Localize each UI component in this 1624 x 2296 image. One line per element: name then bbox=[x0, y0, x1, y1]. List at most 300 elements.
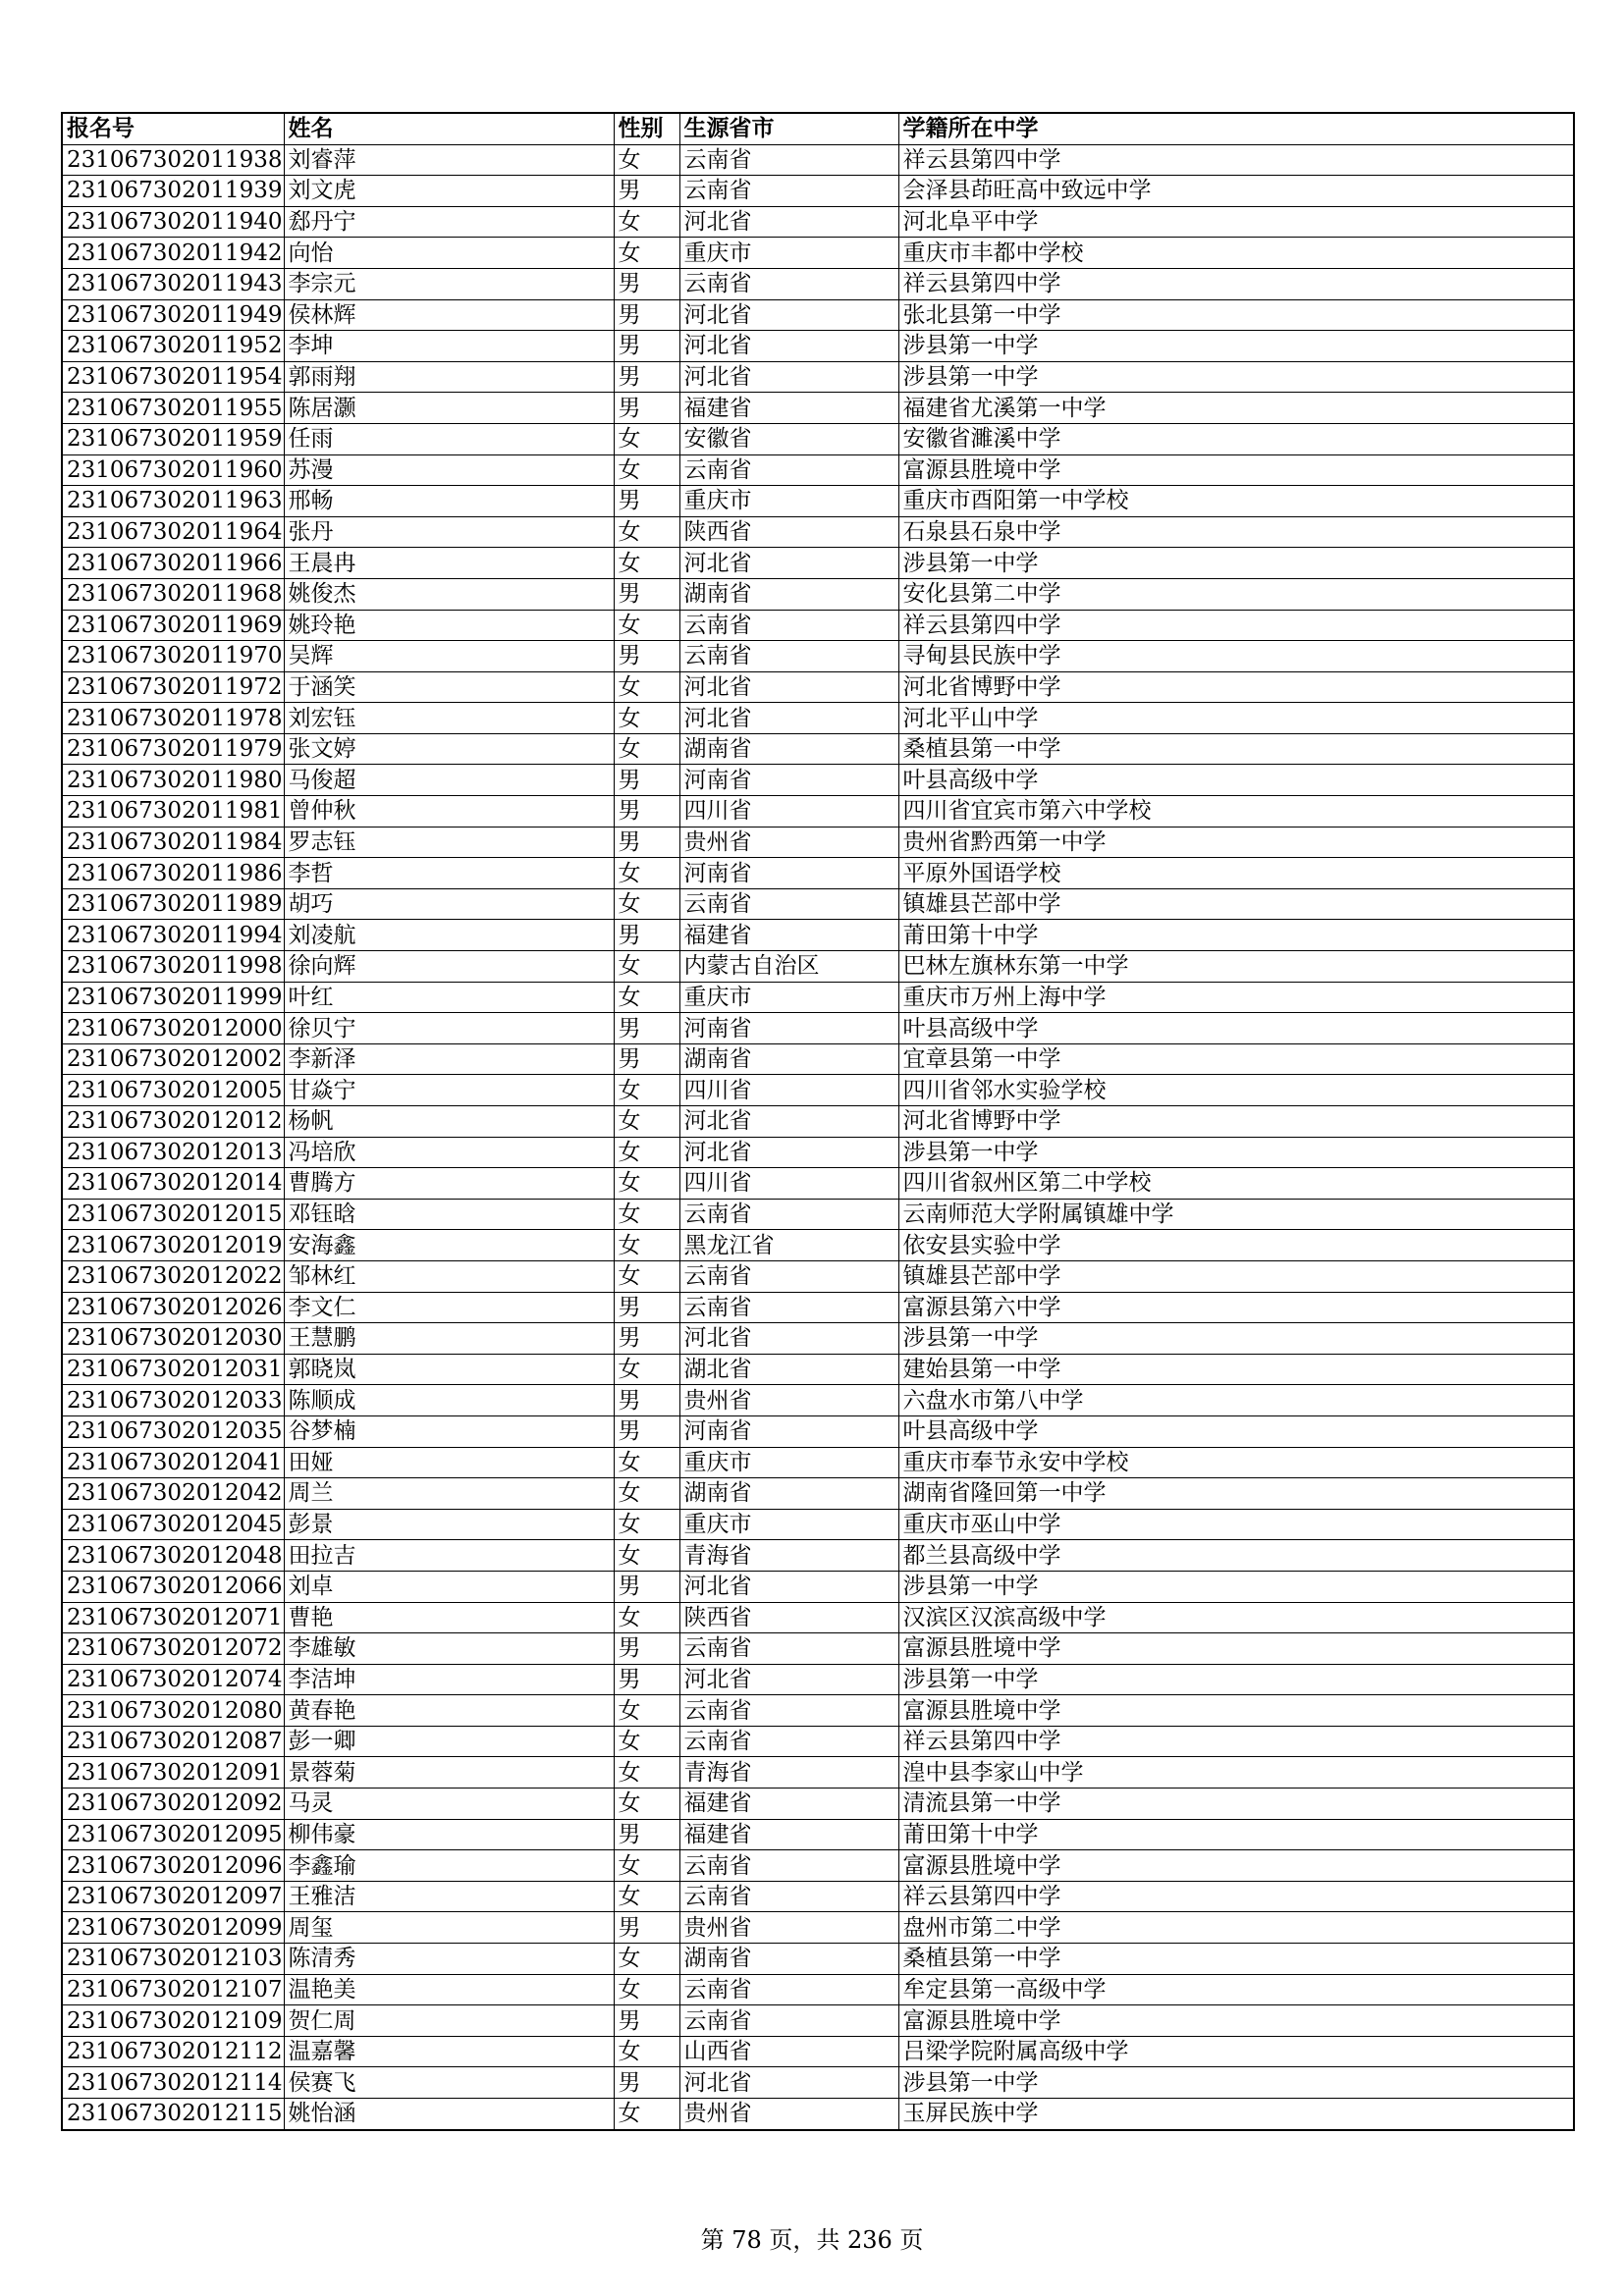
cell-name: 田娅 bbox=[284, 1447, 614, 1478]
cell-origin-province: 云南省 bbox=[679, 641, 898, 672]
cell-name: 于涵笑 bbox=[284, 671, 614, 703]
cell-registration-number: 231067302011943 bbox=[62, 268, 284, 299]
cell-school: 富源县胜境中学 bbox=[898, 1633, 1574, 1665]
cell-school: 叶县高级中学 bbox=[898, 765, 1574, 796]
cell-registration-number: 231067302012115 bbox=[62, 2099, 284, 2130]
cell-registration-number: 231067302011979 bbox=[62, 733, 284, 765]
cell-school: 玉屏民族中学 bbox=[898, 2099, 1574, 2130]
cell-origin-province: 福建省 bbox=[679, 1789, 898, 1820]
table-row bbox=[62, 486, 1574, 517]
cell-registration-number: 231067302011981 bbox=[62, 796, 284, 828]
cell-registration-number: 231067302011959 bbox=[62, 423, 284, 454]
cell-gender: 男 bbox=[614, 1292, 679, 1323]
cell-school: 寻甸县民族中学 bbox=[898, 641, 1574, 672]
cell-gender: 男 bbox=[614, 1819, 679, 1850]
cell-school: 福建省尤溪第一中学 bbox=[898, 393, 1574, 424]
cell-registration-number: 231067302012114 bbox=[62, 2067, 284, 2099]
cell-origin-province: 河北省 bbox=[679, 2067, 898, 2099]
table-row bbox=[62, 1137, 1574, 1168]
cell-gender: 女 bbox=[614, 1726, 679, 1757]
cell-gender: 女 bbox=[614, 1974, 679, 2005]
cell-origin-province: 云南省 bbox=[679, 888, 898, 920]
cell-name: 徐向辉 bbox=[284, 951, 614, 983]
table-row bbox=[62, 641, 1574, 672]
cell-school: 重庆市奉节永安中学校 bbox=[898, 1447, 1574, 1478]
cell-registration-number: 231067302012042 bbox=[62, 1478, 284, 1510]
cell-gender: 女 bbox=[614, 423, 679, 454]
cell-school: 六盘水市第八中学 bbox=[898, 1385, 1574, 1416]
cell-school: 安化县第二中学 bbox=[898, 578, 1574, 610]
cell-registration-number: 231067302011960 bbox=[62, 454, 284, 486]
cell-registration-number: 231067302011980 bbox=[62, 765, 284, 796]
cell-name: 王晨冉 bbox=[284, 548, 614, 579]
cell-origin-province: 河北省 bbox=[679, 1106, 898, 1138]
cell-school: 湟中县李家山中学 bbox=[898, 1757, 1574, 1789]
cell-origin-province: 安徽省 bbox=[679, 423, 898, 454]
table-row bbox=[62, 1664, 1574, 1695]
table-row bbox=[62, 827, 1574, 858]
cell-school: 张北县第一中学 bbox=[898, 299, 1574, 331]
cell-name: 任雨 bbox=[284, 423, 614, 454]
cell-origin-province: 贵州省 bbox=[679, 2099, 898, 2130]
cell-origin-province: 四川省 bbox=[679, 796, 898, 828]
cell-origin-province: 云南省 bbox=[679, 1881, 898, 1912]
cell-origin-province: 湖南省 bbox=[679, 1478, 898, 1510]
cell-school: 叶县高级中学 bbox=[898, 1415, 1574, 1447]
cell-registration-number: 231067302011994 bbox=[62, 920, 284, 951]
cell-name: 张丹 bbox=[284, 516, 614, 548]
cell-origin-province: 云南省 bbox=[679, 144, 898, 176]
cell-gender: 女 bbox=[614, 1075, 679, 1106]
cell-name: 侯林辉 bbox=[284, 299, 614, 331]
cell-name: 叶红 bbox=[284, 982, 614, 1013]
cell-name: 彭一卿 bbox=[284, 1726, 614, 1757]
cell-origin-province: 陕西省 bbox=[679, 1602, 898, 1633]
cell-gender: 女 bbox=[614, 1478, 679, 1510]
cell-name: 李洁坤 bbox=[284, 1664, 614, 1695]
table-row bbox=[62, 1323, 1574, 1355]
cell-registration-number: 231067302011970 bbox=[62, 641, 284, 672]
cell-school: 重庆市巫山中学 bbox=[898, 1509, 1574, 1540]
table-row bbox=[62, 1478, 1574, 1510]
table-row bbox=[62, 1757, 1574, 1789]
cell-origin-province: 河北省 bbox=[679, 671, 898, 703]
cell-registration-number: 231067302012045 bbox=[62, 1509, 284, 1540]
cell-gender: 女 bbox=[614, 1199, 679, 1230]
cell-origin-province: 内蒙古自治区 bbox=[679, 951, 898, 983]
cell-gender: 男 bbox=[614, 827, 679, 858]
cell-registration-number: 231067302012041 bbox=[62, 1447, 284, 1478]
table-row bbox=[62, 2099, 1574, 2130]
cell-gender: 男 bbox=[614, 920, 679, 951]
cell-gender: 女 bbox=[614, 1540, 679, 1572]
cell-origin-province: 青海省 bbox=[679, 1540, 898, 1572]
cell-school: 祥云县第四中学 bbox=[898, 1726, 1574, 1757]
cell-gender: 女 bbox=[614, 610, 679, 641]
cell-gender: 女 bbox=[614, 238, 679, 269]
cell-name: 张文婷 bbox=[284, 733, 614, 765]
cell-origin-province: 重庆市 bbox=[679, 486, 898, 517]
table-row bbox=[62, 1199, 1574, 1230]
cell-registration-number: 231067302011969 bbox=[62, 610, 284, 641]
cell-school: 涉县第一中学 bbox=[898, 361, 1574, 393]
cell-origin-province: 贵州省 bbox=[679, 827, 898, 858]
cell-gender: 女 bbox=[614, 1509, 679, 1540]
cell-school: 安徽省濉溪中学 bbox=[898, 423, 1574, 454]
cell-origin-province: 河北省 bbox=[679, 1571, 898, 1602]
page-footer: 第 78 页，共 236 页 bbox=[700, 2226, 924, 2254]
cell-name: 李坤 bbox=[284, 331, 614, 362]
cell-gender: 女 bbox=[614, 1695, 679, 1727]
cell-registration-number: 231067302012087 bbox=[62, 1726, 284, 1757]
cell-registration-number: 231067302012030 bbox=[62, 1323, 284, 1355]
cell-school: 涉县第一中学 bbox=[898, 331, 1574, 362]
cell-origin-province: 福建省 bbox=[679, 920, 898, 951]
table-row bbox=[62, 206, 1574, 238]
cell-registration-number: 231067302012031 bbox=[62, 1354, 284, 1385]
cell-name: 郭雨翔 bbox=[284, 361, 614, 393]
cell-school: 贵州省黔西第一中学 bbox=[898, 827, 1574, 858]
cell-origin-province: 云南省 bbox=[679, 1726, 898, 1757]
cell-school: 四川省宜宾市第六中学校 bbox=[898, 796, 1574, 828]
table-row bbox=[62, 888, 1574, 920]
cell-school: 汉滨区汉滨高级中学 bbox=[898, 1602, 1574, 1633]
cell-registration-number: 231067302011954 bbox=[62, 361, 284, 393]
cell-origin-province: 云南省 bbox=[679, 1695, 898, 1727]
table-row bbox=[62, 858, 1574, 889]
table-row bbox=[62, 144, 1574, 176]
cell-name: 李宗元 bbox=[284, 268, 614, 299]
cell-registration-number: 231067302012097 bbox=[62, 1881, 284, 1912]
cell-gender: 女 bbox=[614, 548, 679, 579]
cell-school: 宜章县第一中学 bbox=[898, 1043, 1574, 1075]
cell-registration-number: 231067302012005 bbox=[62, 1075, 284, 1106]
table-row bbox=[62, 516, 1574, 548]
cell-gender: 女 bbox=[614, 1850, 679, 1882]
cell-registration-number: 231067302012035 bbox=[62, 1415, 284, 1447]
cell-name: 贺仁周 bbox=[284, 2005, 614, 2037]
cell-origin-province: 云南省 bbox=[679, 176, 898, 207]
cell-gender: 女 bbox=[614, 454, 679, 486]
cell-name: 曹艳 bbox=[284, 1602, 614, 1633]
cell-registration-number: 231067302012096 bbox=[62, 1850, 284, 1882]
cell-registration-number: 231067302012013 bbox=[62, 1137, 284, 1168]
cell-origin-province: 云南省 bbox=[679, 1974, 898, 2005]
table-row bbox=[62, 548, 1574, 579]
table-row bbox=[62, 1695, 1574, 1727]
cell-gender: 女 bbox=[614, 703, 679, 734]
table-row bbox=[62, 1354, 1574, 1385]
cell-registration-number: 231067302011999 bbox=[62, 982, 284, 1013]
cell-name: 胡巧 bbox=[284, 888, 614, 920]
table-row bbox=[62, 2005, 1574, 2037]
cell-name: 姚玲艳 bbox=[284, 610, 614, 641]
table-row bbox=[62, 1540, 1574, 1572]
table-row bbox=[62, 982, 1574, 1013]
cell-name: 杨帆 bbox=[284, 1106, 614, 1138]
cell-school: 涉县第一中学 bbox=[898, 1323, 1574, 1355]
table-row bbox=[62, 268, 1574, 299]
cell-gender: 男 bbox=[614, 299, 679, 331]
cell-origin-province: 四川省 bbox=[679, 1075, 898, 1106]
cell-origin-province: 云南省 bbox=[679, 1199, 898, 1230]
cell-origin-province: 福建省 bbox=[679, 1819, 898, 1850]
cell-name: 罗志钰 bbox=[284, 827, 614, 858]
cell-gender: 男 bbox=[614, 1323, 679, 1355]
header-origin-province: 生源省市 bbox=[679, 113, 898, 144]
cell-school: 富源县胜境中学 bbox=[898, 454, 1574, 486]
table-row bbox=[62, 1385, 1574, 1416]
cell-name: 王雅洁 bbox=[284, 1881, 614, 1912]
cell-name: 马俊超 bbox=[284, 765, 614, 796]
table-row bbox=[62, 1881, 1574, 1912]
cell-origin-province: 重庆市 bbox=[679, 1509, 898, 1540]
cell-school: 桑植县第一中学 bbox=[898, 733, 1574, 765]
cell-school: 祥云县第四中学 bbox=[898, 144, 1574, 176]
cell-school: 涉县第一中学 bbox=[898, 1137, 1574, 1168]
cell-gender: 男 bbox=[614, 331, 679, 362]
cell-origin-province: 四川省 bbox=[679, 1168, 898, 1200]
cell-registration-number: 231067302012066 bbox=[62, 1571, 284, 1602]
cell-registration-number: 231067302012099 bbox=[62, 1912, 284, 1944]
admission-roster-table bbox=[61, 112, 1575, 2131]
table-row bbox=[62, 1912, 1574, 1944]
table-row bbox=[62, 733, 1574, 765]
header-name: 姓名 bbox=[284, 113, 614, 144]
table-row bbox=[62, 703, 1574, 734]
cell-name: 黄春艳 bbox=[284, 1695, 614, 1727]
cell-gender: 女 bbox=[614, 1260, 679, 1292]
cell-name: 吴辉 bbox=[284, 641, 614, 672]
cell-origin-province: 云南省 bbox=[679, 610, 898, 641]
cell-origin-province: 陕西省 bbox=[679, 516, 898, 548]
cell-registration-number: 231067302011989 bbox=[62, 888, 284, 920]
cell-origin-province: 贵州省 bbox=[679, 1912, 898, 1944]
table-row bbox=[62, 393, 1574, 424]
cell-origin-province: 河北省 bbox=[679, 703, 898, 734]
table-row bbox=[62, 920, 1574, 951]
cell-gender: 女 bbox=[614, 1168, 679, 1200]
cell-registration-number: 231067302012095 bbox=[62, 1819, 284, 1850]
cell-origin-province: 云南省 bbox=[679, 2005, 898, 2037]
cell-registration-number: 231067302011939 bbox=[62, 176, 284, 207]
cell-school: 涉县第一中学 bbox=[898, 1664, 1574, 1695]
cell-registration-number: 231067302012019 bbox=[62, 1230, 284, 1261]
cell-name: 柳伟豪 bbox=[284, 1819, 614, 1850]
cell-name: 彭景 bbox=[284, 1509, 614, 1540]
cell-gender: 男 bbox=[614, 1043, 679, 1075]
cell-name: 苏漫 bbox=[284, 454, 614, 486]
cell-name: 安海鑫 bbox=[284, 1230, 614, 1261]
cell-name: 邹林红 bbox=[284, 1260, 614, 1292]
cell-origin-province: 河北省 bbox=[679, 331, 898, 362]
table-row bbox=[62, 1043, 1574, 1075]
cell-school: 湖南省隆回第一中学 bbox=[898, 1478, 1574, 1510]
cell-school: 河北平山中学 bbox=[898, 703, 1574, 734]
table-row bbox=[62, 331, 1574, 362]
cell-name: 周玺 bbox=[284, 1912, 614, 1944]
table-row bbox=[62, 671, 1574, 703]
cell-name: 侯赛飞 bbox=[284, 2067, 614, 2099]
cell-origin-province: 湖南省 bbox=[679, 1944, 898, 1975]
cell-name: 王慧鹏 bbox=[284, 1323, 614, 1355]
cell-school: 镇雄县芒部中学 bbox=[898, 1260, 1574, 1292]
cell-name: 李雄敏 bbox=[284, 1633, 614, 1665]
cell-gender: 女 bbox=[614, 206, 679, 238]
header-gender: 性别 bbox=[614, 113, 679, 144]
cell-origin-province: 河北省 bbox=[679, 1664, 898, 1695]
cell-school: 河北省博野中学 bbox=[898, 671, 1574, 703]
cell-name: 向怡 bbox=[284, 238, 614, 269]
cell-gender: 女 bbox=[614, 2036, 679, 2067]
cell-school: 都兰县高级中学 bbox=[898, 1540, 1574, 1572]
cell-school: 祥云县第四中学 bbox=[898, 610, 1574, 641]
cell-school: 桑植县第一中学 bbox=[898, 1944, 1574, 1975]
cell-registration-number: 231067302012026 bbox=[62, 1292, 284, 1323]
cell-name: 温嘉馨 bbox=[284, 2036, 614, 2067]
cell-registration-number: 231067302012000 bbox=[62, 1013, 284, 1044]
table-row bbox=[62, 1974, 1574, 2005]
cell-school: 依安县实验中学 bbox=[898, 1230, 1574, 1261]
cell-name: 郭晓岚 bbox=[284, 1354, 614, 1385]
table-row bbox=[62, 1789, 1574, 1820]
cell-gender: 女 bbox=[614, 888, 679, 920]
cell-gender: 男 bbox=[614, 268, 679, 299]
cell-gender: 女 bbox=[614, 1230, 679, 1261]
table-row bbox=[62, 1726, 1574, 1757]
cell-origin-province: 云南省 bbox=[679, 454, 898, 486]
cell-gender: 女 bbox=[614, 144, 679, 176]
cell-school: 盘州市第二中学 bbox=[898, 1912, 1574, 1944]
cell-school: 牟定县第一高级中学 bbox=[898, 1974, 1574, 2005]
cell-registration-number: 231067302012080 bbox=[62, 1695, 284, 1727]
cell-registration-number: 231067302012092 bbox=[62, 1789, 284, 1820]
cell-origin-province: 河北省 bbox=[679, 361, 898, 393]
table-row bbox=[62, 238, 1574, 269]
cell-registration-number: 231067302012074 bbox=[62, 1664, 284, 1695]
cell-school: 河北阜平中学 bbox=[898, 206, 1574, 238]
cell-origin-province: 湖南省 bbox=[679, 578, 898, 610]
cell-origin-province: 重庆市 bbox=[679, 982, 898, 1013]
table-row bbox=[62, 1168, 1574, 1200]
cell-school: 富源县胜境中学 bbox=[898, 1850, 1574, 1882]
table-row bbox=[62, 1013, 1574, 1044]
cell-name: 田拉吉 bbox=[284, 1540, 614, 1572]
cell-gender: 男 bbox=[614, 1912, 679, 1944]
cell-registration-number: 231067302012015 bbox=[62, 1199, 284, 1230]
table-row bbox=[62, 1075, 1574, 1106]
cell-school: 涉县第一中学 bbox=[898, 1571, 1574, 1602]
cell-registration-number: 231067302011972 bbox=[62, 671, 284, 703]
cell-origin-province: 河南省 bbox=[679, 1415, 898, 1447]
cell-name: 李鑫瑜 bbox=[284, 1850, 614, 1882]
cell-name: 曹腾方 bbox=[284, 1168, 614, 1200]
cell-registration-number: 231067302011984 bbox=[62, 827, 284, 858]
cell-gender: 男 bbox=[614, 1013, 679, 1044]
cell-school: 祥云县第四中学 bbox=[898, 1881, 1574, 1912]
cell-registration-number: 231067302012014 bbox=[62, 1168, 284, 1200]
cell-school: 巴林左旗林东第一中学 bbox=[898, 951, 1574, 983]
cell-gender: 男 bbox=[614, 393, 679, 424]
cell-origin-province: 河南省 bbox=[679, 1013, 898, 1044]
cell-origin-province: 河北省 bbox=[679, 1323, 898, 1355]
cell-registration-number: 231067302011940 bbox=[62, 206, 284, 238]
cell-school: 建始县第一中学 bbox=[898, 1354, 1574, 1385]
cell-gender: 女 bbox=[614, 951, 679, 983]
cell-school: 富源县胜境中学 bbox=[898, 2005, 1574, 2037]
cell-registration-number: 231067302011942 bbox=[62, 238, 284, 269]
cell-gender: 女 bbox=[614, 516, 679, 548]
cell-origin-province: 重庆市 bbox=[679, 1447, 898, 1478]
cell-name: 邓钰晗 bbox=[284, 1199, 614, 1230]
cell-gender: 女 bbox=[614, 671, 679, 703]
cell-school: 镇雄县芒部中学 bbox=[898, 888, 1574, 920]
cell-registration-number: 231067302012072 bbox=[62, 1633, 284, 1665]
table-row bbox=[62, 610, 1574, 641]
cell-registration-number: 231067302011952 bbox=[62, 331, 284, 362]
cell-registration-number: 231067302012033 bbox=[62, 1385, 284, 1416]
cell-origin-province: 湖南省 bbox=[679, 733, 898, 765]
table-row bbox=[62, 796, 1574, 828]
cell-school: 吕梁学院附属高级中学 bbox=[898, 2036, 1574, 2067]
cell-origin-province: 福建省 bbox=[679, 393, 898, 424]
cell-origin-province: 山西省 bbox=[679, 2036, 898, 2067]
cell-gender: 男 bbox=[614, 2067, 679, 2099]
table-row bbox=[62, 361, 1574, 393]
cell-registration-number: 231067302012002 bbox=[62, 1043, 284, 1075]
cell-gender: 女 bbox=[614, 733, 679, 765]
cell-registration-number: 231067302012048 bbox=[62, 1540, 284, 1572]
cell-school: 祥云县第四中学 bbox=[898, 268, 1574, 299]
cell-school: 会泽县茚旺高中致远中学 bbox=[898, 176, 1574, 207]
cell-gender: 男 bbox=[614, 765, 679, 796]
cell-registration-number: 231067302012091 bbox=[62, 1757, 284, 1789]
cell-gender: 女 bbox=[614, 1602, 679, 1633]
cell-registration-number: 231067302011966 bbox=[62, 548, 284, 579]
cell-name: 冯培欣 bbox=[284, 1137, 614, 1168]
cell-school: 莆田第十中学 bbox=[898, 920, 1574, 951]
table-row bbox=[62, 2067, 1574, 2099]
cell-school: 涉县第一中学 bbox=[898, 548, 1574, 579]
cell-origin-province: 河南省 bbox=[679, 858, 898, 889]
table-row bbox=[62, 1260, 1574, 1292]
cell-registration-number: 231067302011978 bbox=[62, 703, 284, 734]
cell-gender: 女 bbox=[614, 1757, 679, 1789]
cell-name: 郄丹宁 bbox=[284, 206, 614, 238]
cell-origin-province: 云南省 bbox=[679, 1260, 898, 1292]
cell-school: 富源县第六中学 bbox=[898, 1292, 1574, 1323]
cell-registration-number: 231067302012109 bbox=[62, 2005, 284, 2037]
cell-name: 刘睿萍 bbox=[284, 144, 614, 176]
cell-gender: 男 bbox=[614, 176, 679, 207]
cell-registration-number: 231067302011963 bbox=[62, 486, 284, 517]
cell-name: 李文仁 bbox=[284, 1292, 614, 1323]
cell-name: 李新泽 bbox=[284, 1043, 614, 1075]
cell-registration-number: 231067302012112 bbox=[62, 2036, 284, 2067]
table-row bbox=[62, 176, 1574, 207]
cell-name: 周兰 bbox=[284, 1478, 614, 1510]
cell-name: 姚俊杰 bbox=[284, 578, 614, 610]
cell-registration-number: 231067302012103 bbox=[62, 1944, 284, 1975]
cell-registration-number: 231067302012022 bbox=[62, 1260, 284, 1292]
table-row bbox=[62, 454, 1574, 486]
cell-registration-number: 231067302011955 bbox=[62, 393, 284, 424]
cell-origin-province: 河北省 bbox=[679, 548, 898, 579]
table-row bbox=[62, 951, 1574, 983]
cell-gender: 男 bbox=[614, 1385, 679, 1416]
table-row bbox=[62, 1106, 1574, 1138]
cell-registration-number: 231067302011968 bbox=[62, 578, 284, 610]
